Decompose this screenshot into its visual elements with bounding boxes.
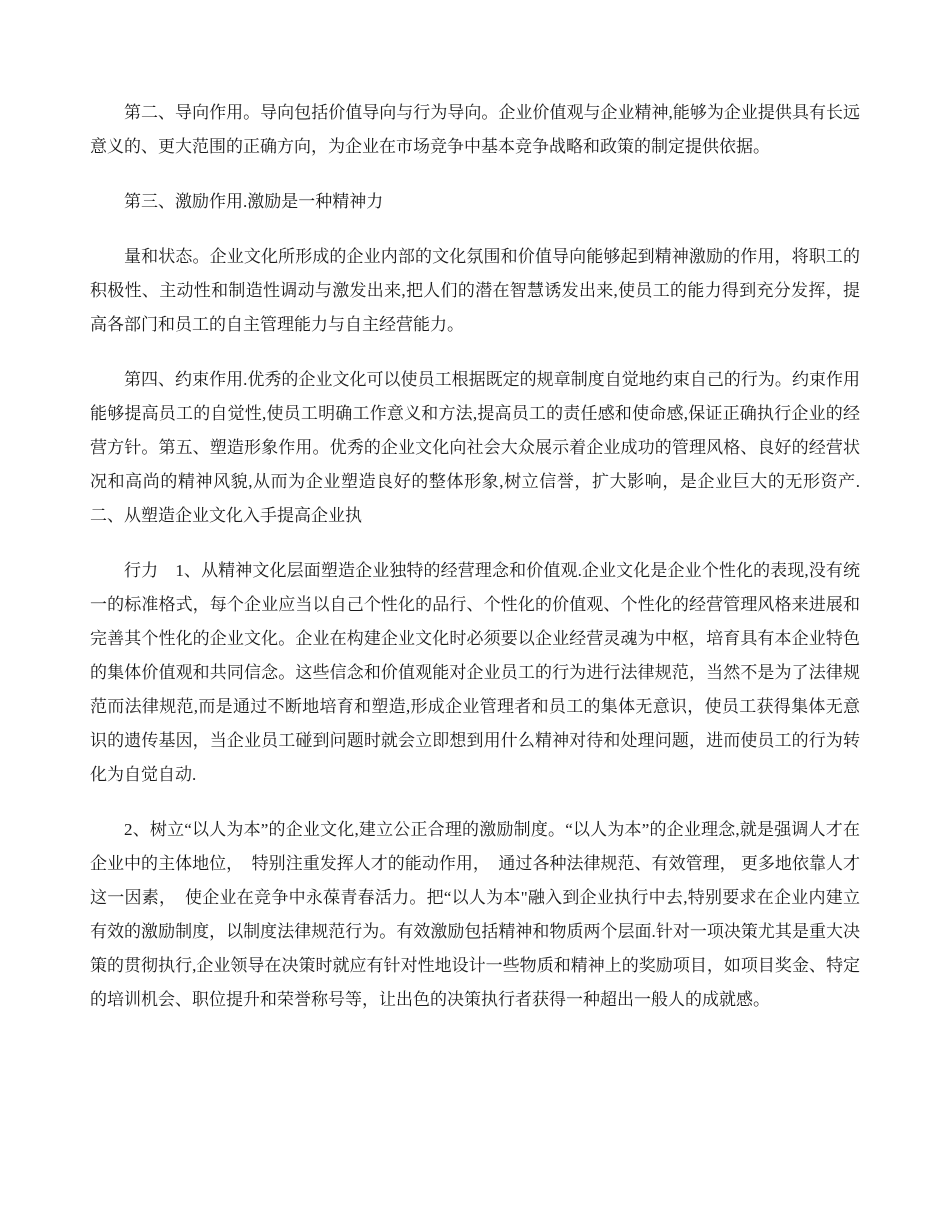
- paragraph-spiritual-culture: 行力 1、从精神文化层面塑造企业独特的经营理念和价值观.企业文化是企业个性化的表现,没有统一的标准格式，每个企业应当以自己个性化的品行、个性化的价值观、个性化的经营管理风格来进展和完善其个性化的企业文化。企业在构建企业文化时必须要以企业经营灵魂为中枢，培育具有本企业特色的集体价值观和共同信念。这些信念和价值观能对企业员工的行为进行法律规范，当然不是为了法律规范而法律规范,而是通过不断地培育和塑造,形成企业管理者和员工的集体无意识，使员工获得集体无意识的遗传基因，当企业员工碰到问题时就会立即想到用什么精神对待和处理问题，进而使员工的行为转化为自觉自动.: [90, 561, 860, 784]
- paragraph-constraint-and-image-role: 第四、约束作用.优秀的企业文化可以使员工根据既定的规章制度自觉地约束自己的行为。约束作用能够提高员工的自觉性,使员工明确工作意义和方法,提高员工的责任感和使命感,保证正确执行企业的经营方针。第五、塑造形象作用。优秀的企业文化向社会大众展示着企业成功的管理风格、良好的经营状况和高尚的精神风貌,从而为企业塑造良好的整体形象,树立信誉，扩大影响，是企业巨大的无形资产.二、从塑造企业文化入手提高企业执: [90, 370, 860, 525]
- paragraph-incentive-role-continued: 量和状态。企业文化所形成的企业内部的文化氛围和价值导向能够起到精神激励的作用，将职工的积极性、主动性和制造性调动与激发出来,把人们的潜在智慧诱发出来,使员工的能力得到充分发挥，提高各部门和员工的自主管理能力与自主经营能力。: [90, 247, 860, 334]
- paragraph-incentive-role-start: 第三、激励作用.激励是一种精神力: [124, 192, 384, 211]
- paragraph-guidance-role: 第二、导向作用。导向包括价值导向与行为导向。企业价值观与企业精神,能够为企业提供具有长远意义的、更大范围的正确方向，为企业在市场竞争中基本竞争战略和政策的制定提供依据。: [90, 103, 860, 156]
- paragraph-people-oriented: 2、树立“以人为本”的企业文化,建立公正合理的激励制度。“以人为本”的企业理念,就是强调人才在企业中的主体地位， 特别注重发挥人才的能动作用， 通过各种法律规范、有效管理， 更多地依靠人才这一因素， 使企业在竞争中永葆青春活力。把“以人为本"融入到企业执行中去,特别要求在企业内建立有效的激励制度，以制度法律规范行为。有效激励包括精神和物质两个层面.针对一项决策尤其是重大决策的贯彻执行,企业领导在决策时就应有针对性地设计一些物质和精神上的奖励项目，如项目奖金、特定的培训机会、职位提升和荣誉称号等，让出色的决策执行者获得一种超出一般人的成就感。: [90, 820, 860, 1009]
- document-body: [90, 96, 860, 1038]
